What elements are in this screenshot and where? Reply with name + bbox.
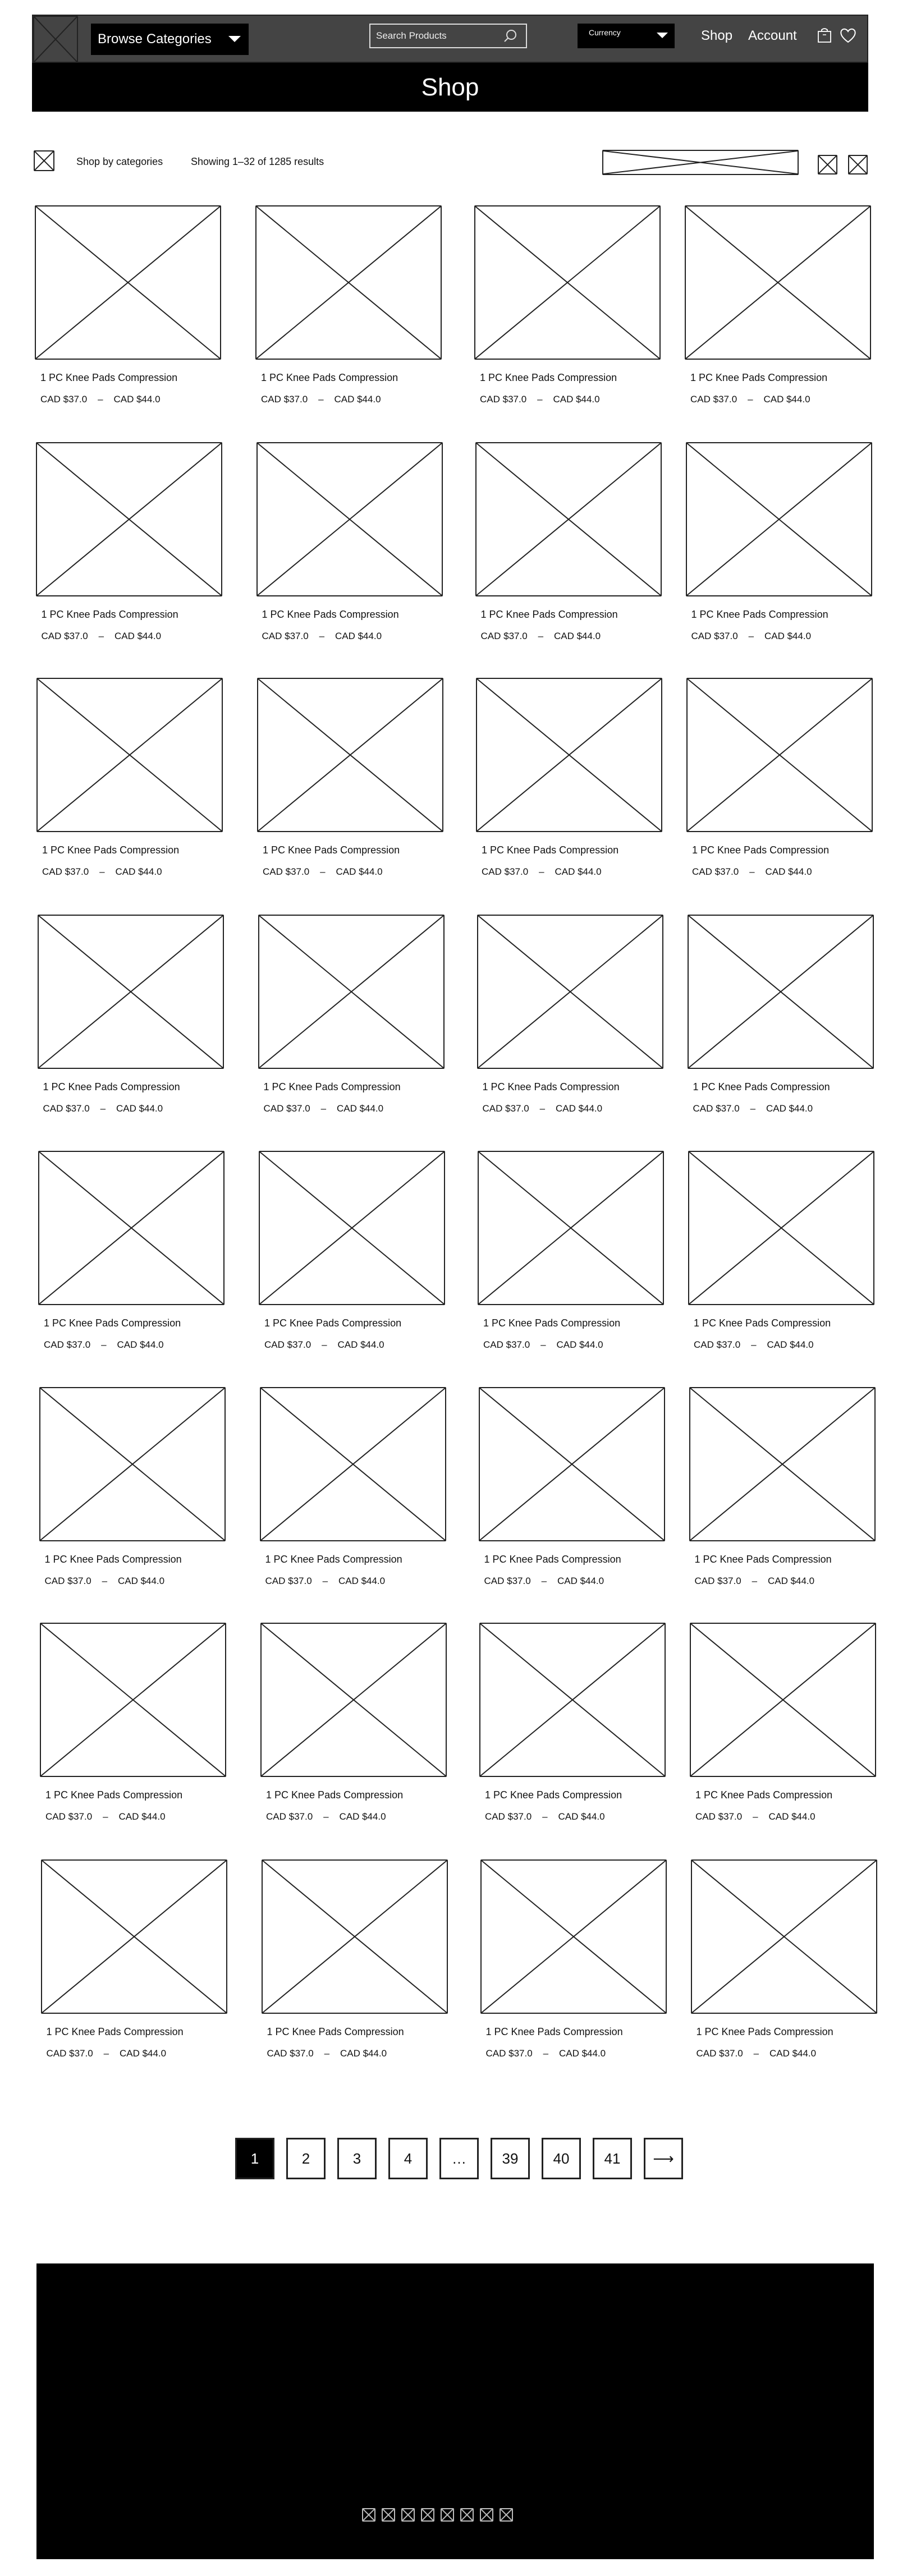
product-name[interactable]: 1 PC Knee Pads Compression [266, 1789, 404, 1801]
browse-categories-dropdown[interactable] [91, 24, 249, 55]
price-min: CAD $37.0 [265, 1576, 312, 1586]
product-price-range [264, 1339, 384, 1351]
product-image-placeholder[interactable] [689, 1387, 876, 1541]
product-name[interactable]: 1 PC Knee Pads Compression [46, 2026, 184, 2037]
product-card[interactable] [38, 915, 228, 1133]
price-separator: – [99, 866, 105, 877]
price-separator: – [539, 866, 544, 877]
search-placeholder: Search Products [376, 30, 447, 41]
product-card[interactable] [36, 678, 227, 897]
price-max: CAD $44.0 [117, 1576, 165, 1586]
product-card[interactable] [690, 1623, 881, 1842]
price-separator: – [100, 1103, 106, 1114]
price-min: CAD $37.0 [261, 394, 308, 405]
price-max: CAD $44.0 [763, 394, 810, 405]
price-max: CAD $44.0 [765, 866, 812, 877]
social-icon-1[interactable] [362, 2508, 375, 2522]
price-max: CAD $44.0 [336, 1103, 384, 1114]
product-price-range [262, 631, 382, 642]
price-max: CAD $44.0 [764, 631, 812, 641]
price-min: CAD $37.0 [45, 1811, 93, 1822]
price-separator: – [541, 1576, 547, 1586]
product-price-range [693, 1103, 813, 1114]
product-name[interactable]: 1 PC Knee Pads Compression [695, 1789, 833, 1801]
product-price-range [691, 631, 812, 642]
product-price-range [695, 1576, 815, 1587]
social-icon-6[interactable] [460, 2508, 474, 2522]
product-card[interactable] [686, 678, 877, 897]
price-max: CAD $44.0 [118, 1811, 166, 1822]
page-button[interactable]: 4 [388, 2138, 428, 2179]
price-min: CAD $37.0 [44, 1339, 91, 1350]
page-title-banner [32, 63, 868, 112]
product-card[interactable] [260, 1623, 451, 1842]
product-price-range [261, 394, 381, 405]
product-image-placeholder[interactable] [38, 1151, 224, 1305]
product-card[interactable] [257, 678, 448, 897]
product-image-placeholder[interactable] [258, 915, 445, 1069]
product-price-range [42, 866, 162, 878]
next-page-button[interactable]: ⟶ [644, 2138, 683, 2179]
filter-icon[interactable] [34, 150, 54, 171]
heart-icon[interactable] [839, 27, 857, 44]
social-icon-7[interactable] [480, 2508, 493, 2522]
product-card[interactable] [476, 678, 667, 897]
grid-view-icon[interactable] [818, 155, 837, 175]
currency-label: Currency [589, 28, 621, 37]
product-name[interactable]: 1 PC Knee Pads Compression [482, 844, 619, 856]
product-card[interactable] [689, 1387, 880, 1606]
price-max: CAD $44.0 [113, 394, 161, 405]
price-min: CAD $37.0 [694, 1339, 741, 1350]
price-min: CAD $37.0 [43, 1103, 90, 1114]
product-name[interactable]: 1 PC Knee Pads Compression [480, 609, 618, 620]
price-min: CAD $37.0 [266, 1811, 313, 1822]
product-name[interactable]: 1 PC Knee Pads Compression [480, 372, 617, 383]
price-separator: – [750, 1103, 756, 1114]
product-price-range [44, 1339, 164, 1351]
product-name[interactable]: 1 PC Knee Pads Compression [694, 1554, 832, 1565]
price-min: CAD $37.0 [46, 2048, 93, 2059]
page-button[interactable]: 1 [235, 2138, 274, 2179]
page-title: Shop [421, 73, 479, 101]
price-max: CAD $44.0 [116, 1103, 163, 1114]
product-name[interactable]: 1 PC Knee Pads Compression [41, 609, 178, 620]
product-name[interactable]: 1 PC Knee Pads Compression [693, 1081, 830, 1092]
product-card[interactable] [262, 1859, 452, 2078]
price-separator: – [749, 866, 755, 877]
price-max: CAD $44.0 [766, 1103, 813, 1114]
price-separator: – [322, 1339, 327, 1350]
page-button[interactable]: 41 [593, 2138, 632, 2179]
price-separator: – [543, 2048, 549, 2059]
product-name[interactable]: 1 PC Knee Pads Compression [485, 2026, 623, 2037]
price-max: CAD $44.0 [553, 631, 601, 641]
product-card[interactable] [259, 1151, 450, 1370]
price-separator: – [540, 1339, 546, 1350]
product-card[interactable] [36, 442, 227, 661]
product-name[interactable]: 1 PC Knee Pads Compression [690, 372, 828, 383]
product-price-range [484, 1576, 604, 1587]
price-max: CAD $44.0 [336, 866, 383, 877]
price-min: CAD $37.0 [262, 631, 309, 641]
currency-dropdown[interactable] [578, 24, 675, 48]
product-price-range [690, 394, 810, 405]
price-separator: – [537, 394, 543, 405]
product-card[interactable] [40, 1623, 231, 1842]
price-max: CAD $44.0 [769, 2048, 817, 2059]
product-name[interactable]: 1 PC Knee Pads Compression [691, 609, 828, 620]
social-icon-3[interactable] [401, 2508, 415, 2522]
browse-categories-label: Browse Categories [98, 31, 212, 47]
product-name[interactable]: 1 PC Knee Pads Compression [264, 1317, 402, 1329]
product-name[interactable]: 1 PC Knee Pads Compression [262, 609, 399, 620]
price-separator: – [324, 2048, 330, 2059]
product-price-range [264, 1103, 384, 1114]
product-image-placeholder[interactable] [36, 442, 222, 596]
product-price-range [486, 2048, 606, 2059]
price-max: CAD $44.0 [767, 1576, 815, 1586]
price-min: CAD $37.0 [693, 1103, 740, 1114]
price-separator: – [748, 631, 754, 641]
product-price-range [485, 1811, 605, 1822]
price-max: CAD $44.0 [767, 1339, 814, 1350]
price-max: CAD $44.0 [117, 1339, 164, 1350]
product-card[interactable] [688, 915, 878, 1133]
price-min: CAD $37.0 [690, 394, 737, 405]
price-min: CAD $37.0 [41, 631, 88, 641]
product-image-placeholder[interactable] [259, 1151, 445, 1305]
cart-icon[interactable] [816, 27, 833, 44]
price-max: CAD $44.0 [553, 394, 600, 405]
price-separator: – [102, 1576, 108, 1586]
list-view-icon[interactable] [848, 155, 868, 175]
price-min: CAD $37.0 [480, 631, 528, 641]
price-min: CAD $37.0 [263, 1103, 310, 1114]
product-card[interactable] [38, 1151, 229, 1370]
shop-by-categories-link[interactable]: Shop by categories [76, 156, 163, 167]
product-card[interactable] [255, 205, 446, 424]
price-min: CAD $37.0 [40, 394, 88, 405]
product-price-range [267, 2048, 387, 2059]
product-price-range [697, 2048, 817, 2059]
product-image-placeholder[interactable] [255, 205, 442, 360]
price-min: CAD $37.0 [694, 1576, 741, 1586]
social-icon-8[interactable] [500, 2508, 513, 2522]
price-max: CAD $44.0 [340, 2048, 387, 2059]
nav-link-shop[interactable]: Shop [701, 28, 733, 43]
product-image-placeholder[interactable] [35, 205, 221, 360]
product-name[interactable]: 1 PC Knee Pads Compression [483, 1317, 621, 1329]
product-card[interactable] [256, 442, 447, 661]
product-image-placeholder[interactable] [39, 1387, 226, 1541]
product-name[interactable]: 1 PC Knee Pads Compression [267, 2026, 404, 2037]
product-card[interactable] [479, 1623, 670, 1842]
product-name[interactable]: 1 PC Knee Pads Compression [43, 1081, 180, 1092]
product-name[interactable]: 1 PC Knee Pads Compression [694, 1317, 831, 1329]
price-separator: – [103, 2048, 109, 2059]
product-image-placeholder[interactable] [477, 915, 663, 1069]
price-min: CAD $37.0 [485, 1811, 532, 1822]
product-price-range [42, 631, 162, 642]
product-image-placeholder[interactable] [688, 1151, 874, 1305]
page-button[interactable]: 39 [491, 2138, 530, 2179]
page-button[interactable]: 40 [542, 2138, 581, 2179]
price-separator: – [98, 631, 104, 641]
product-price-range [45, 1811, 166, 1822]
price-min: CAD $37.0 [692, 866, 739, 877]
price-max: CAD $44.0 [339, 1811, 386, 1822]
product-image-placeholder[interactable] [480, 1859, 667, 2014]
product-price-range [43, 1103, 163, 1114]
product-price-range [692, 866, 812, 878]
product-price-range [266, 1811, 386, 1822]
product-image-placeholder[interactable] [479, 1387, 665, 1541]
price-min: CAD $37.0 [42, 866, 89, 877]
product-image-placeholder[interactable] [41, 1859, 227, 2014]
price-max: CAD $44.0 [558, 2048, 606, 2059]
product-image-placeholder[interactable] [262, 1859, 448, 2014]
product-name[interactable]: 1 PC Knee Pads Compression [42, 844, 180, 856]
page-button[interactable]: 3 [337, 2138, 377, 2179]
product-card[interactable] [475, 442, 666, 661]
product-price-range [45, 1576, 165, 1587]
product-image-placeholder[interactable] [260, 1387, 446, 1541]
product-price-range [482, 866, 602, 878]
product-image-placeholder[interactable] [686, 678, 873, 832]
social-icon-4[interactable] [421, 2508, 434, 2522]
product-card[interactable] [474, 205, 665, 424]
logo-placeholder-icon[interactable] [33, 16, 78, 63]
price-max: CAD $44.0 [119, 2048, 167, 2059]
product-image-placeholder[interactable] [690, 1623, 876, 1777]
product-card[interactable] [41, 1859, 232, 2078]
product-name[interactable]: 1 PC Knee Pads Compression [482, 1081, 620, 1092]
product-name[interactable]: 1 PC Knee Pads Compression [484, 1554, 621, 1565]
price-min: CAD $37.0 [696, 2048, 743, 2059]
result-count: Showing 1–32 of 1285 results [191, 156, 324, 167]
price-separator: – [751, 1339, 757, 1350]
product-image-placeholder[interactable] [40, 1623, 226, 1777]
product-name[interactable]: 1 PC Knee Pads Compression [44, 1317, 181, 1329]
price-min: CAD $37.0 [483, 1339, 530, 1350]
footer [36, 2263, 874, 2559]
product-price-range [480, 394, 600, 405]
price-min: CAD $37.0 [695, 1811, 743, 1822]
price-min: CAD $37.0 [691, 631, 738, 641]
price-min: CAD $37.0 [482, 866, 529, 877]
product-price-range [40, 394, 161, 405]
product-price-range [481, 631, 601, 642]
price-max: CAD $44.0 [334, 394, 381, 405]
price-separator: – [103, 1811, 108, 1822]
price-separator: – [753, 1811, 758, 1822]
sort-dropdown[interactable] [602, 150, 799, 175]
product-price-range [483, 1339, 603, 1351]
product-price-range [263, 866, 383, 878]
product-image-placeholder[interactable] [476, 678, 662, 832]
price-min: CAD $37.0 [480, 394, 527, 405]
product-name[interactable]: 1 PC Knee Pads Compression [265, 1554, 402, 1565]
price-min: CAD $37.0 [484, 1576, 531, 1586]
price-separator: – [320, 866, 326, 877]
price-max: CAD $44.0 [555, 866, 602, 877]
price-separator: – [322, 1576, 328, 1586]
product-image-placeholder[interactable] [479, 1623, 666, 1777]
price-min: CAD $37.0 [263, 866, 310, 877]
price-separator: – [101, 1339, 107, 1350]
price-separator: – [542, 1811, 548, 1822]
product-card[interactable] [685, 205, 876, 424]
price-max: CAD $44.0 [338, 1576, 386, 1586]
product-image-placeholder[interactable] [475, 442, 662, 596]
price-separator: – [98, 394, 103, 405]
price-separator: – [320, 1103, 327, 1114]
product-card[interactable] [39, 1387, 230, 1606]
product-card[interactable] [480, 1859, 671, 2078]
product-image-placeholder[interactable] [474, 205, 661, 360]
search-input[interactable] [369, 24, 527, 48]
price-separator: – [753, 2048, 759, 2059]
product-image-placeholder[interactable] [685, 205, 871, 360]
price-max: CAD $44.0 [557, 1576, 604, 1586]
social-icon-5[interactable] [441, 2508, 454, 2522]
product-price-range [694, 1339, 814, 1351]
product-price-range [483, 1103, 603, 1114]
price-max: CAD $44.0 [115, 866, 162, 877]
social-icon-2[interactable] [382, 2508, 395, 2522]
product-image-placeholder[interactable] [686, 442, 872, 596]
product-card[interactable] [35, 205, 226, 424]
price-separator: – [748, 394, 753, 405]
price-min: CAD $37.0 [264, 1339, 311, 1350]
price-max: CAD $44.0 [555, 1103, 603, 1114]
product-name[interactable]: 1 PC Knee Pads Compression [485, 1789, 622, 1801]
top-navigation-bar [32, 15, 868, 63]
product-card[interactable] [691, 1859, 882, 2078]
product-card[interactable] [258, 915, 449, 1133]
chevron-down-icon [228, 36, 241, 42]
price-max: CAD $44.0 [556, 1339, 603, 1350]
product-name[interactable]: 1 PC Knee Pads Compression [45, 1789, 183, 1801]
product-name[interactable]: 1 PC Knee Pads Compression [44, 1554, 182, 1565]
price-max: CAD $44.0 [558, 1811, 605, 1822]
price-min: CAD $37.0 [485, 2048, 533, 2059]
product-image-placeholder[interactable] [256, 442, 443, 596]
product-name[interactable]: 1 PC Knee Pads Compression [40, 372, 178, 383]
price-min: CAD $37.0 [482, 1103, 529, 1114]
product-price-range [265, 1576, 386, 1587]
nav-link-account[interactable]: Account [748, 28, 797, 43]
product-name[interactable]: 1 PC Knee Pads Compression [696, 2026, 833, 2037]
product-image-placeholder[interactable] [36, 678, 223, 832]
product-price-range [47, 2048, 167, 2059]
product-image-placeholder[interactable] [688, 915, 874, 1069]
product-image-placeholder[interactable] [257, 678, 443, 832]
chevron-down-icon [657, 33, 668, 38]
product-card[interactable] [686, 442, 877, 661]
search-icon[interactable] [503, 29, 518, 43]
page-button[interactable]: 2 [286, 2138, 326, 2179]
product-name[interactable]: 1 PC Knee Pads Compression [261, 372, 398, 383]
price-max: CAD $44.0 [335, 631, 382, 641]
price-separator: – [323, 1811, 329, 1822]
product-name[interactable]: 1 PC Knee Pads Compression [263, 1081, 401, 1092]
price-min: CAD $37.0 [44, 1576, 91, 1586]
product-price-range [695, 1811, 815, 1822]
product-image-placeholder[interactable] [478, 1151, 664, 1305]
product-card[interactable] [479, 1387, 670, 1606]
price-separator: – [539, 1103, 546, 1114]
pagination [235, 2138, 684, 2179]
price-min: CAD $37.0 [267, 2048, 314, 2059]
price-separator: – [752, 1576, 758, 1586]
product-card[interactable] [477, 915, 668, 1133]
product-name[interactable]: 1 PC Knee Pads Compression [692, 844, 830, 856]
price-separator: – [319, 631, 325, 641]
price-separator: – [538, 631, 544, 641]
product-image-placeholder[interactable] [691, 1859, 877, 2014]
product-card[interactable] [688, 1151, 879, 1370]
product-image-placeholder[interactable] [38, 915, 224, 1069]
price-max: CAD $44.0 [114, 631, 162, 641]
product-card[interactable] [478, 1151, 668, 1370]
product-card[interactable] [260, 1387, 451, 1606]
product-image-placeholder[interactable] [260, 1623, 447, 1777]
price-max: CAD $44.0 [337, 1339, 384, 1350]
price-separator: – [318, 394, 324, 405]
pagination-ellipsis: … [439, 2138, 479, 2179]
product-name[interactable]: 1 PC Knee Pads Compression [263, 844, 400, 856]
price-max: CAD $44.0 [768, 1811, 815, 1822]
